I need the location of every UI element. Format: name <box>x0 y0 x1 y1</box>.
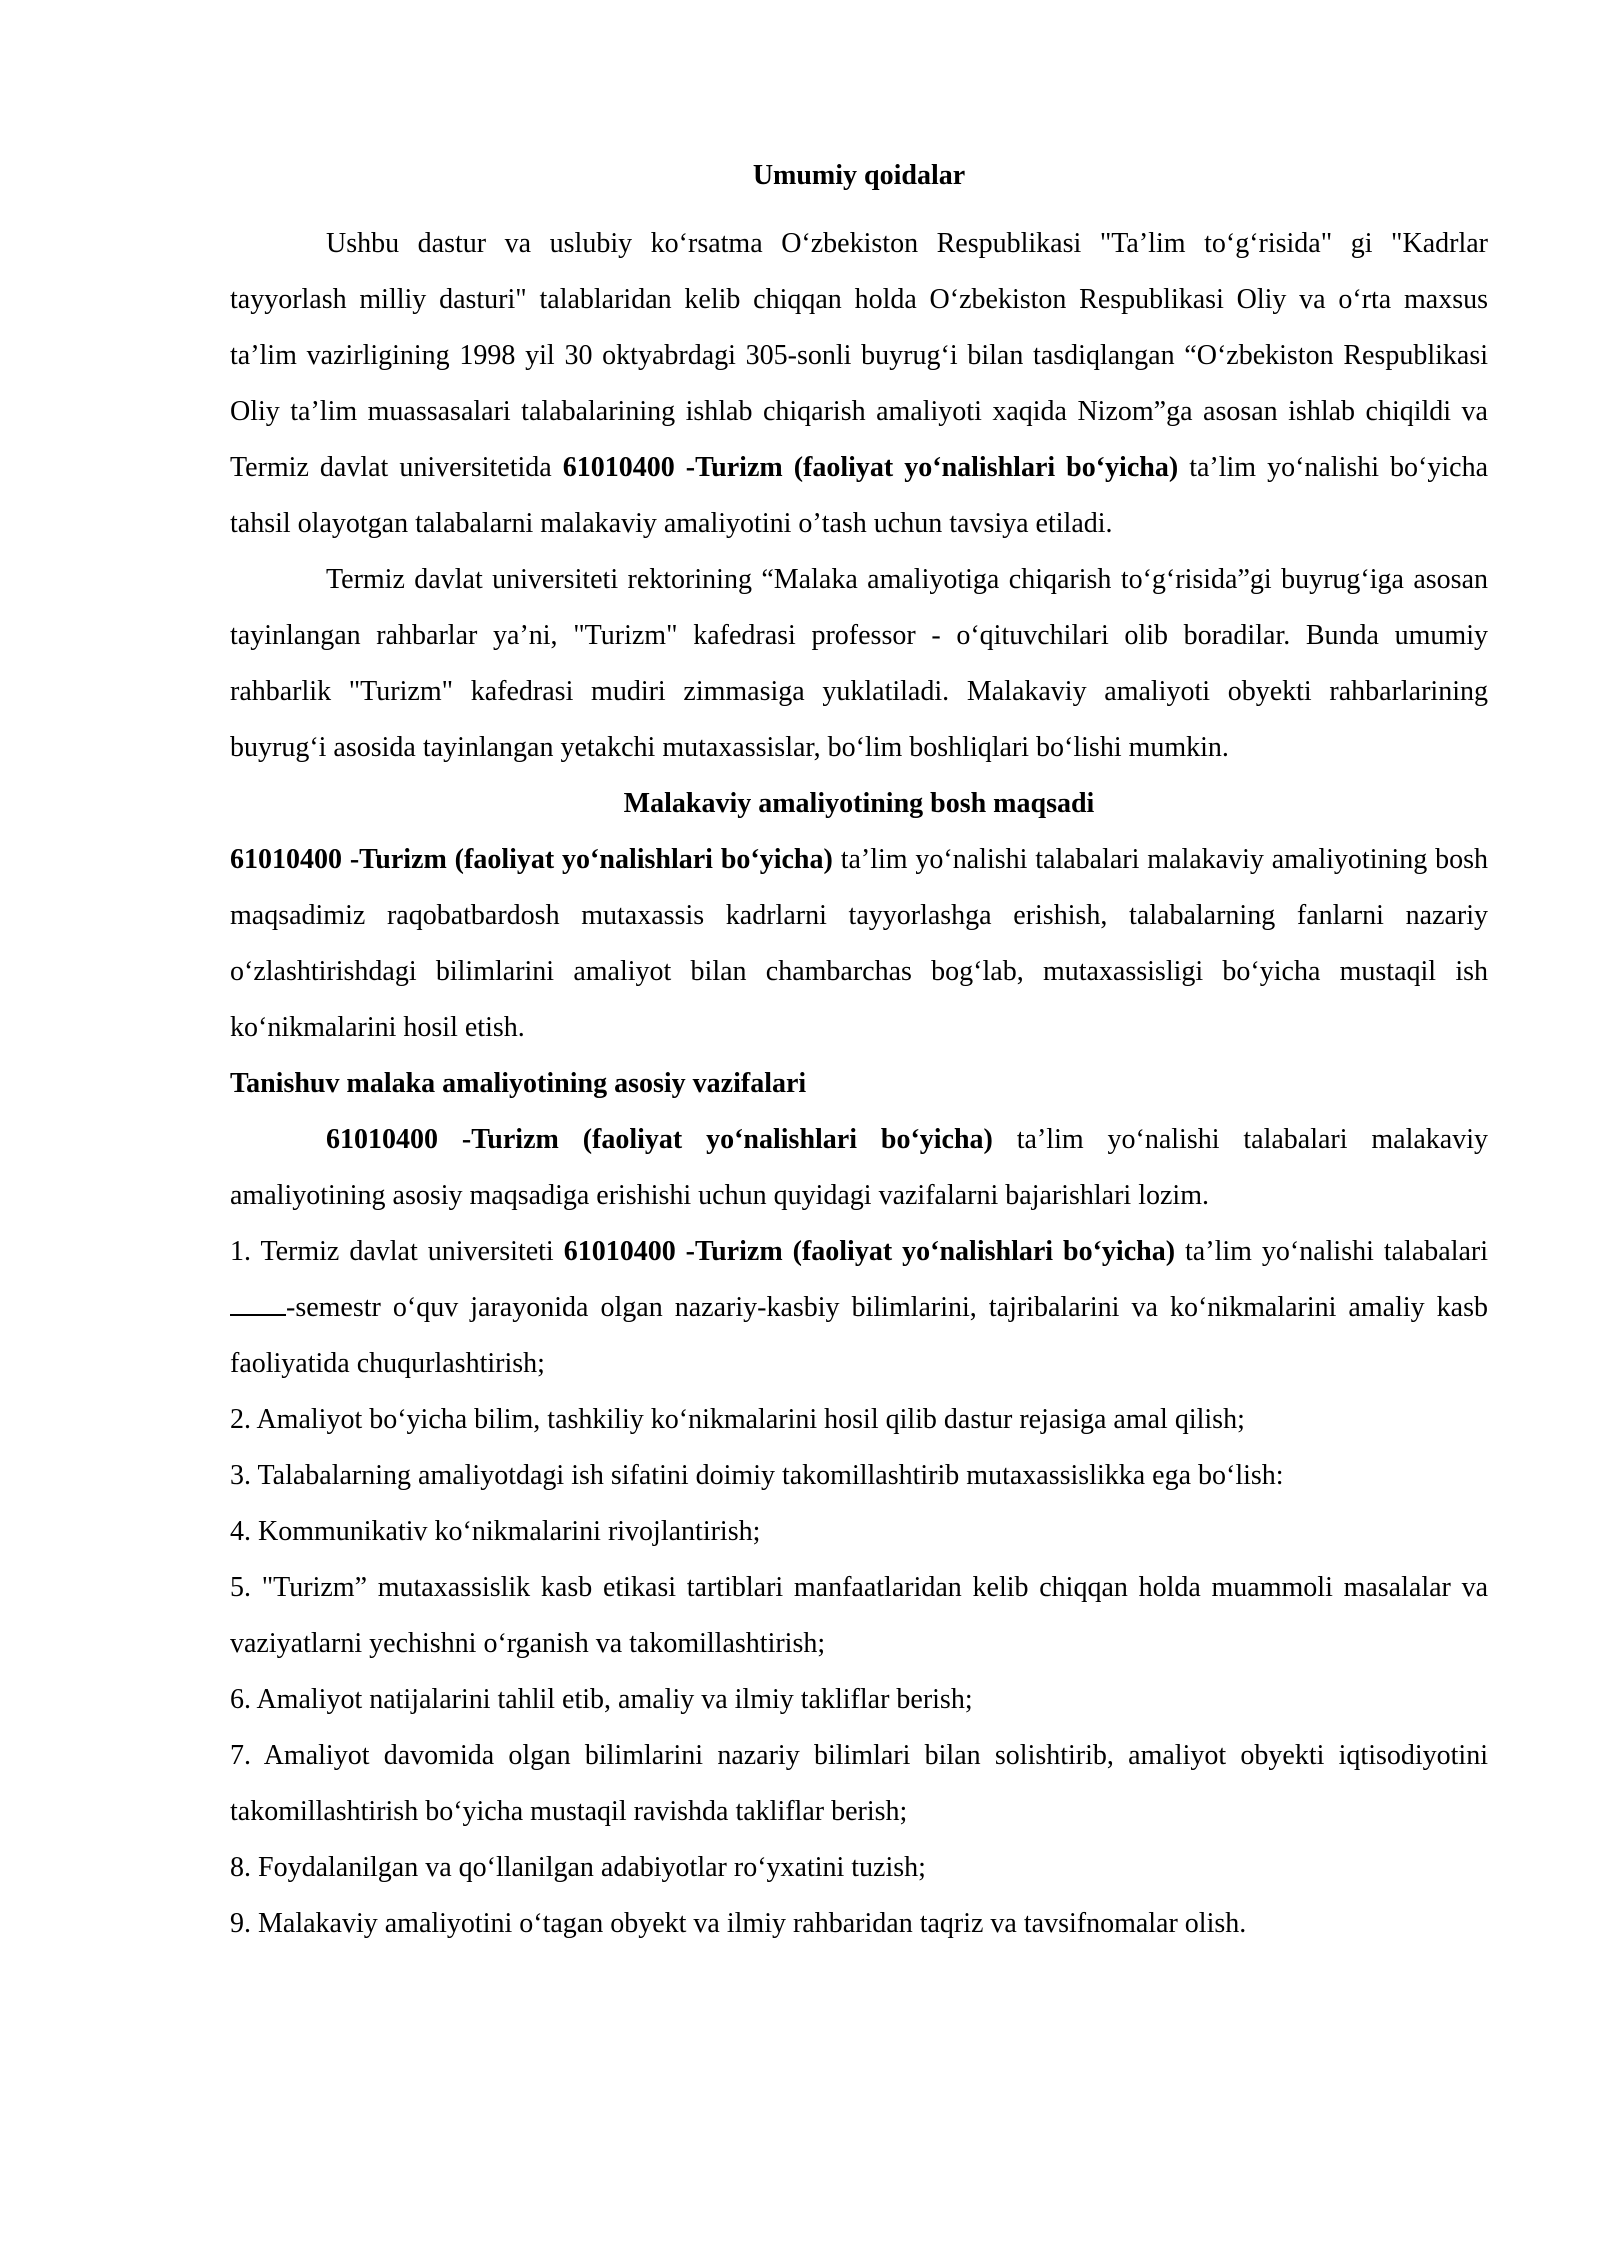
intro-text-2: taʼlim yoʻnalishi boʻyicha tahsil olayotgan talabalarni malakaviy amaliyotini oʼtash uchun tavsiya etiladi. <box>230 452 1489 539</box>
document-page <box>230 148 1488 1952</box>
task-item-9: 9. Malakaviy amaliyotini oʻtagan obyekt va ilmiy rahbaridan taqriz va tavsifnomalar olish. <box>230 1908 1247 1939</box>
intro-program-code: 61010400 -Turizm (faoliyat yoʻnalishlari boʻyicha) <box>562 452 1179 483</box>
tasks-intro-paragraph <box>230 1112 1488 1224</box>
task-item-6: 6. Amaliyot natijalarini tahlil etib, amaliy va ilmiy takliflar berish; <box>230 1684 973 1715</box>
tasks-intro-text: taʼlim yoʻnalishi talabalari malakaviy amaliyotining asosiy maqsadiga erishishi uchun quyidagi vazifalarni bajarishlari lozim. <box>230 1124 1489 1211</box>
page-title: Umumiy qoidalar <box>752 160 966 191</box>
task-item-7: 7. Amaliyot davomida olgan bilimlarini nazariy bilimlari bilan solishtirib, amaliyot obyekti iqtisodiyotini takomillashtirish boʻyicha mustaqil ravishda takliflar berish; <box>230 1740 1488 1827</box>
section-heading-tasks: Tanishuv malaka amaliyotining asosiy vazifalari <box>230 1068 807 1099</box>
task-item-1-text-b: taʼlim yoʻnalishi talabalari <box>1185 1236 1489 1267</box>
task-item-8: 8. Foydalanilgan va qoʻllanilgan adabiyotlar roʻyxatini tuzish; <box>230 1852 926 1883</box>
task-item-1 <box>230 1224 1488 1392</box>
task-item-3: 3. Talabalarning amaliyotdagi ish sifatini doimiy takomillashtirib mutaxassislikka ega boʻlish: <box>230 1460 1284 1491</box>
semester-blank <box>230 1314 286 1316</box>
intro-text-1: Ushbu dastur va uslubiy koʻrsatma Oʻzbekiston Respublikasi "Taʼlim toʻgʻrisida" gi "Kadrlar tayyorlash milliy dasturi" talablaridan kelib chiqqan holda Oʻzbekiston Respublikasi Oliy va oʻrta maxsus taʼlim vazirligining 1998 yil 30 oktyabrdagi 305-sonli buyrugʻi bilan tasdiqlangan “Oʻzbekiston Respublikasi Oliy taʼlim muassasalari talabalarining ishlab chiqarish amaliyoti xaqida Nizom”ga asosan ishlab chiqildi va Termiz davlat universitetida <box>230 228 1488 483</box>
section-heading-goal: Malakaviy amaliyotining bosh maqsadi <box>623 788 1095 819</box>
task-item-5: 5. "Turizm” mutaxassislik kasb etikasi tartiblari manfaatlaridan kelib chiqqan holda muammoli masalalar va vaziyatlarni yechishni oʻrganish va takomillashtirish; <box>230 1572 1488 1659</box>
task-item-4: 4. Kommunikativ koʻnikmalarini rivojlantirish; <box>230 1516 761 1547</box>
task-item-1-text-a: 1. Termiz davlat universiteti <box>230 1236 554 1267</box>
task-item-1-text-c: -semestr oʻquv jarayonida olgan nazariy-kasbiy bilimlarini, tajribalarini va koʻnikmalarini amaliy kasb faoliyatida chuqurlashtirish; <box>230 1292 1488 1379</box>
goal-paragraph <box>230 832 1488 1056</box>
goal-text: taʼlim yoʻnalishi talabalari malakaviy amaliyotining bosh maqsadimiz raqobatbardosh mutaxassis kadrlarni tayyorlashga erishish, talabalarning fanlarni nazariy oʻzlashtirishdagi bilimlarini amaliyot bilan chambarchas bogʻlab, mutaxassisligi boʻyicha mustaqil ish koʻnikmalarini hosil etish. <box>230 844 1489 1043</box>
task-item-2: 2. Amaliyot boʻyicha bilim, tashkiliy koʻnikmalarini hosil qilib dastur rejasiga amal qilish; <box>230 1404 1245 1435</box>
goal-program-code: 61010400 -Turizm (faoliyat yoʻnalishlari boʻyicha) <box>230 844 833 875</box>
leadership-paragraph: Termiz davlat universiteti rektorining “Malaka amaliyotiga chiqarish toʻgʻrisida”gi buyrugʻiga asosan tayinlangan rahbarlar yaʼni, "Turizm" kafedrasi professor - oʻqituvchilari olib boradilar. Bunda umumiy rahbarlik "Turizm" kafedrasi mudiri zimmasiga yuklatiladi. Malakaviy amaliyoti obyekti rahbarlarining buyrugʻi asosida tayinlangan yetakchi mutaxassislar, boʻlim boshliqlari boʻlishi mumkin. <box>230 564 1488 763</box>
intro-paragraph <box>230 216 1488 552</box>
tasks-program-code: 61010400 -Turizm (faoliyat yoʻnalishlari boʻyicha) <box>326 1124 993 1155</box>
task-item-1-program-code: 61010400 -Turizm (faoliyat yoʻnalishlari boʻyicha) <box>563 1236 1176 1267</box>
